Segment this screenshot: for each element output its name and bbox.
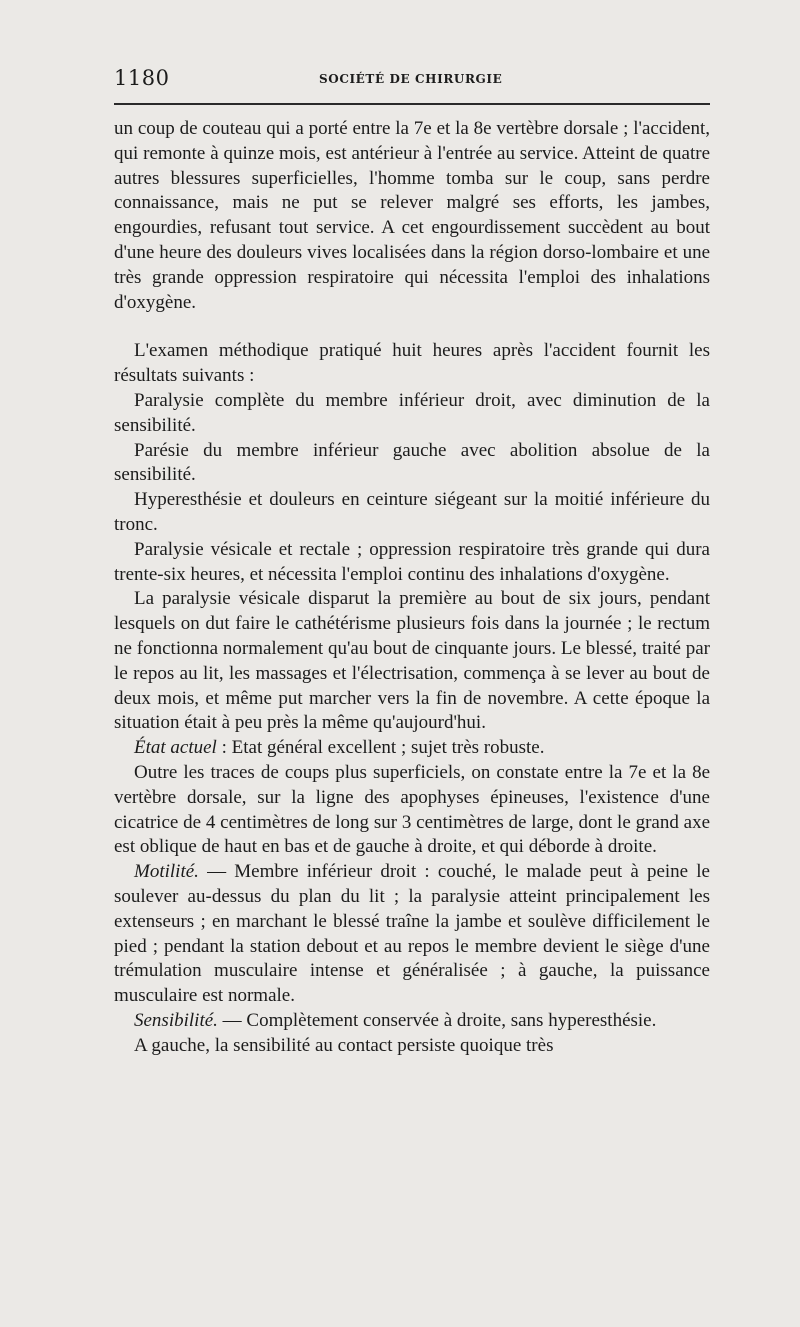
body-text	[114, 117, 710, 1058]
paragraph: Parésie du membre inférieur gauche avec abolition absolue de la sensibilité.	[114, 439, 710, 486]
paragraph-text: : Etat général excellent ; sujet très robuste.	[216, 737, 545, 759]
paragraph: Paralysie vésicale et rectale ; oppression respiratoire très grande qui dura trente-six heures, et nécessita l'emploi continu des inhalations d'oxygène.	[114, 538, 710, 585]
page-number: 1180	[114, 66, 170, 90]
running-title: SOCIÉTÉ DE CHIRURGIE	[319, 72, 503, 86]
paragraph-lead: Motilité.	[134, 861, 199, 883]
paragraph-text: — Membre inférieur droit : couché, le malade peut à peine le soulever au-dessus du plan du lit ; la paralysie atteint principalement les extenseurs ; en marchant le blessé traîne la jambe et soulève difficilement le pied ; pendant la station debout et au repos le membre devient le siège d'une trémulation musculaire intense et généralisée ; à gauche, la puissance musculaire est normale.	[114, 861, 710, 1007]
paragraph: L'examen méthodique pratiqué huit heures après l'accident fournit les résultats suivants :	[114, 340, 710, 387]
paragraph-sensibilite	[114, 1009, 710, 1034]
paragraph-etat-actuel	[114, 736, 710, 761]
page-header	[114, 66, 710, 94]
paragraph-lead: Sensibilité.	[134, 1009, 218, 1031]
paragraph: A gauche, la sensibilité au contact persiste quoique très	[134, 1034, 554, 1056]
paragraph-lead: État actuel	[134, 737, 217, 759]
paragraph: un coup de couteau qui a porté entre la 7e et la 8e vertèbre dorsale ; l'accident, qui remonte à quinze mois, est antérieur à l'entrée au service. Atteint de quatre autres blessures superficielles, l'homme tomba sur le coup, sans perdre connaissance, mais ne put se relever malgré ses efforts, les jambes, engourdies, refusant tout service. A cet engourdissement succèdent au bout d'une heure des douleurs vives localisées dans la région dorso-lombaire et une très grande oppression respiratoire qui nécessita l'emploi des inhalations d'oxygène.	[114, 118, 710, 313]
paragraph-motilite	[114, 860, 710, 1009]
paragraph-text: — Complètement conservée à droite, sans hyperesthésie.	[217, 1009, 657, 1031]
paragraph: Paralysie complète du membre inférieur droit, avec diminution de la sensibilité.	[114, 389, 710, 436]
paragraph: Hyperesthésie et douleurs en ceinture siégeant sur la moitié inférieure du tronc.	[114, 489, 710, 535]
header-rule	[114, 103, 710, 105]
paragraph: Outre les traces de coups plus superficiels, on constate entre la 7e et la 8e vertèbre dorsale, sur la ligne des apophyses épineuses, l'existence d'une cicatrice de 4 centimètres de long sur 3 centimètres de large, dont le grand axe est oblique de haut en bas et de gauche à droite, et qui déborde à droite.	[114, 761, 710, 858]
paragraph: La paralysie vésicale disparut la première au bout de six jours, pendant lesquels on dut faire le cathétérisme plusieurs fois dans la journée ; le rectum ne fonctionna normalement qu'au bout de cinquante jours. Le blessé, traité par le repos au lit, les massages et l'électrisation, commença à se lever au bout de deux mois, et même put marcher vers la fin de novembre. A cette époque la situation était à peu près la même qu'aujourd'hui.	[114, 588, 710, 734]
